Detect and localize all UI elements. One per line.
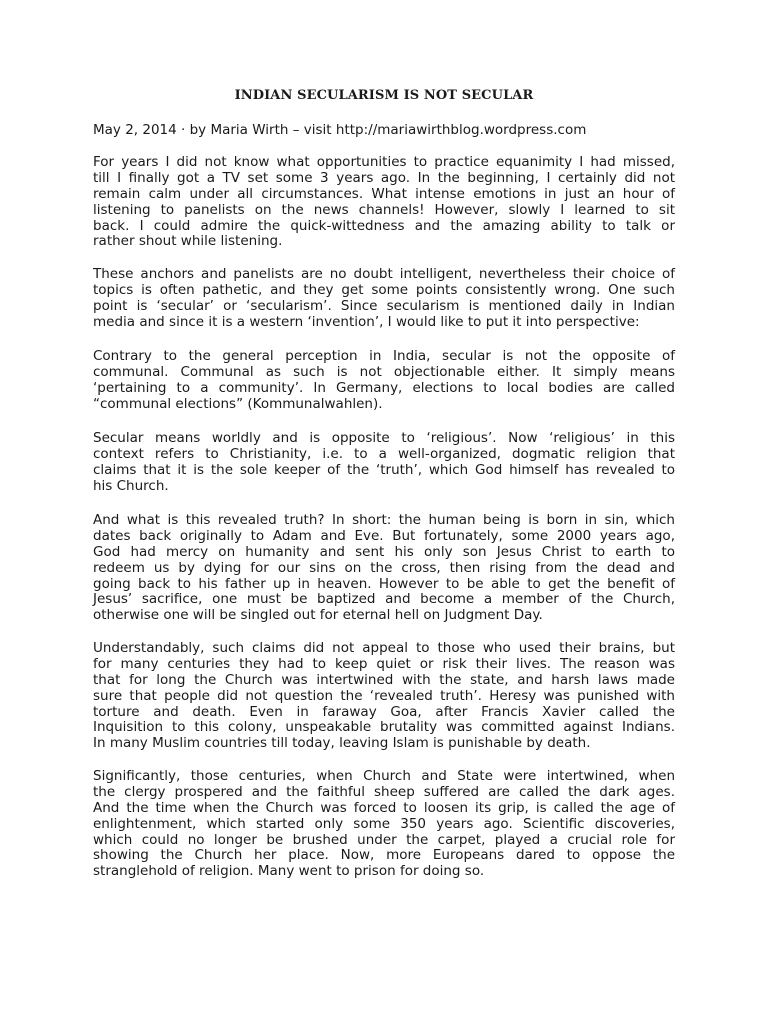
text-line: torture and death. Even in faraway Goa, after Francis Xavier called the bbox=[93, 703, 675, 720]
text-line: Understandably, such claims did not appeal to those who used their brains, but bbox=[93, 640, 675, 656]
paragraph-1 bbox=[93, 155, 675, 250]
text-line: for many centuries they had to keep quiet or risk their lives. The reason was bbox=[93, 655, 675, 672]
text-line: which could no longer be brushed under the carpet, played a crucial role for bbox=[93, 831, 675, 848]
paragraph-3 bbox=[93, 349, 675, 413]
text-line: stranglehold of religion. Many went to prison for doing so. bbox=[93, 863, 485, 880]
paragraph-2 bbox=[93, 267, 675, 331]
text-line: his Church. bbox=[93, 477, 169, 494]
text-line: These anchors and panelists are no doubt intelligent, nevertheless their choice of bbox=[93, 266, 675, 282]
text-line: God had mercy on humanity and sent his only son Jesus Christ to earth to bbox=[93, 543, 675, 560]
text-line: showing the Church her place. Now, more Europeans dared to oppose the bbox=[93, 847, 675, 864]
document-byline: May 2, 2014 · by Maria Wirth – visit http://mariawirthblog.wordpress.com bbox=[93, 122, 587, 138]
text-line: And what is this revealed truth? In short: the human being is born in sin, which bbox=[93, 512, 675, 528]
text-line: enlightenment, which started only some 350 years ago. Scientific discoveries, bbox=[93, 815, 675, 832]
text-line: Jesus’ sacrifice, one must be baptized and become a member of the Church, bbox=[93, 591, 675, 608]
text-line: the clergy prospered and the faithful sheep suffered are called the dark ages. bbox=[93, 783, 675, 800]
text-line: listening to panelists on the news channels! However, slowly I learned to sit bbox=[93, 201, 675, 218]
text-line: For years I did not know what opportunities to practice equanimity I had missed, bbox=[93, 154, 675, 170]
text-line: claims that it is the sole keeper of the ‘truth’, which God himself has revealed to bbox=[93, 461, 675, 478]
text-line: sure that people did not question the ‘revealed truth’. Heresy was punished with bbox=[93, 687, 675, 704]
text-line: ‘pertaining to a community’. In Germany, elections to local bodies are called bbox=[93, 379, 675, 396]
text-line: Inquisition to this colony, unspeakable brutality was committed against Indians. bbox=[93, 719, 675, 736]
text-line: And the time when the Church was forced to loosen its grip, is called the age of bbox=[93, 799, 675, 816]
text-line: otherwise one will be singled out for eternal hell on Judgment Day. bbox=[93, 607, 543, 624]
text-line: Secular means worldly and is opposite to ‘religious’. Now ‘religious’ in this bbox=[93, 430, 675, 446]
text-line: media and since it is a western ‘invention’, I would like to put it into perspective: bbox=[93, 313, 640, 330]
text-line: context refers to Christianity, i.e. to a well-organized, dogmatic religion that bbox=[93, 445, 675, 462]
text-line: going back to his father up in heaven. However to be able to get the benefit of bbox=[93, 575, 675, 592]
text-line: till I finally got a TV set some 3 years ago. In the beginning, I certainly did not bbox=[93, 169, 675, 186]
text-line: redeem us by dying for our sins on the cross, then rising from the dead and bbox=[93, 559, 675, 576]
text-line: dates back originally to Adam and Eve. But fortunately, some 2000 years ago, bbox=[93, 527, 675, 544]
paragraph-6 bbox=[93, 641, 675, 752]
text-line: topics is often pathetic, and they get some points consistently wrong. One such bbox=[93, 281, 675, 298]
paragraph-5 bbox=[93, 513, 675, 624]
text-line: In many Muslim countries till today, leaving Islam is punishable by death. bbox=[93, 735, 591, 752]
text-line: that for long the Church was intertwined with the state, and harsh laws made bbox=[93, 671, 675, 688]
text-line: rather shout while listening. bbox=[93, 233, 283, 250]
text-line: point is ‘secular’ or ‘secularism’. Since secularism is mentioned daily in Indian bbox=[93, 297, 675, 314]
text-line: “communal elections” (Kommunalwahlen). bbox=[93, 395, 383, 412]
paragraph-4 bbox=[93, 431, 675, 495]
text-line: remain calm under all circumstances. What intense emotions in just an hour of bbox=[93, 185, 675, 202]
paragraph-7 bbox=[93, 769, 675, 880]
text-line: communal. Communal as such is not objectionable either. It simply means bbox=[93, 363, 675, 380]
document-title: INDIAN SECULARISM IS NOT SECULAR bbox=[234, 88, 534, 103]
text-line: back. I could admire the quick-wittedness and the amazing ability to talk or bbox=[93, 217, 675, 234]
text-line: Significantly, those centuries, when Church and State were intertwined, when bbox=[93, 768, 675, 784]
text-line: Contrary to the general perception in India, secular is not the opposite of bbox=[93, 348, 675, 364]
